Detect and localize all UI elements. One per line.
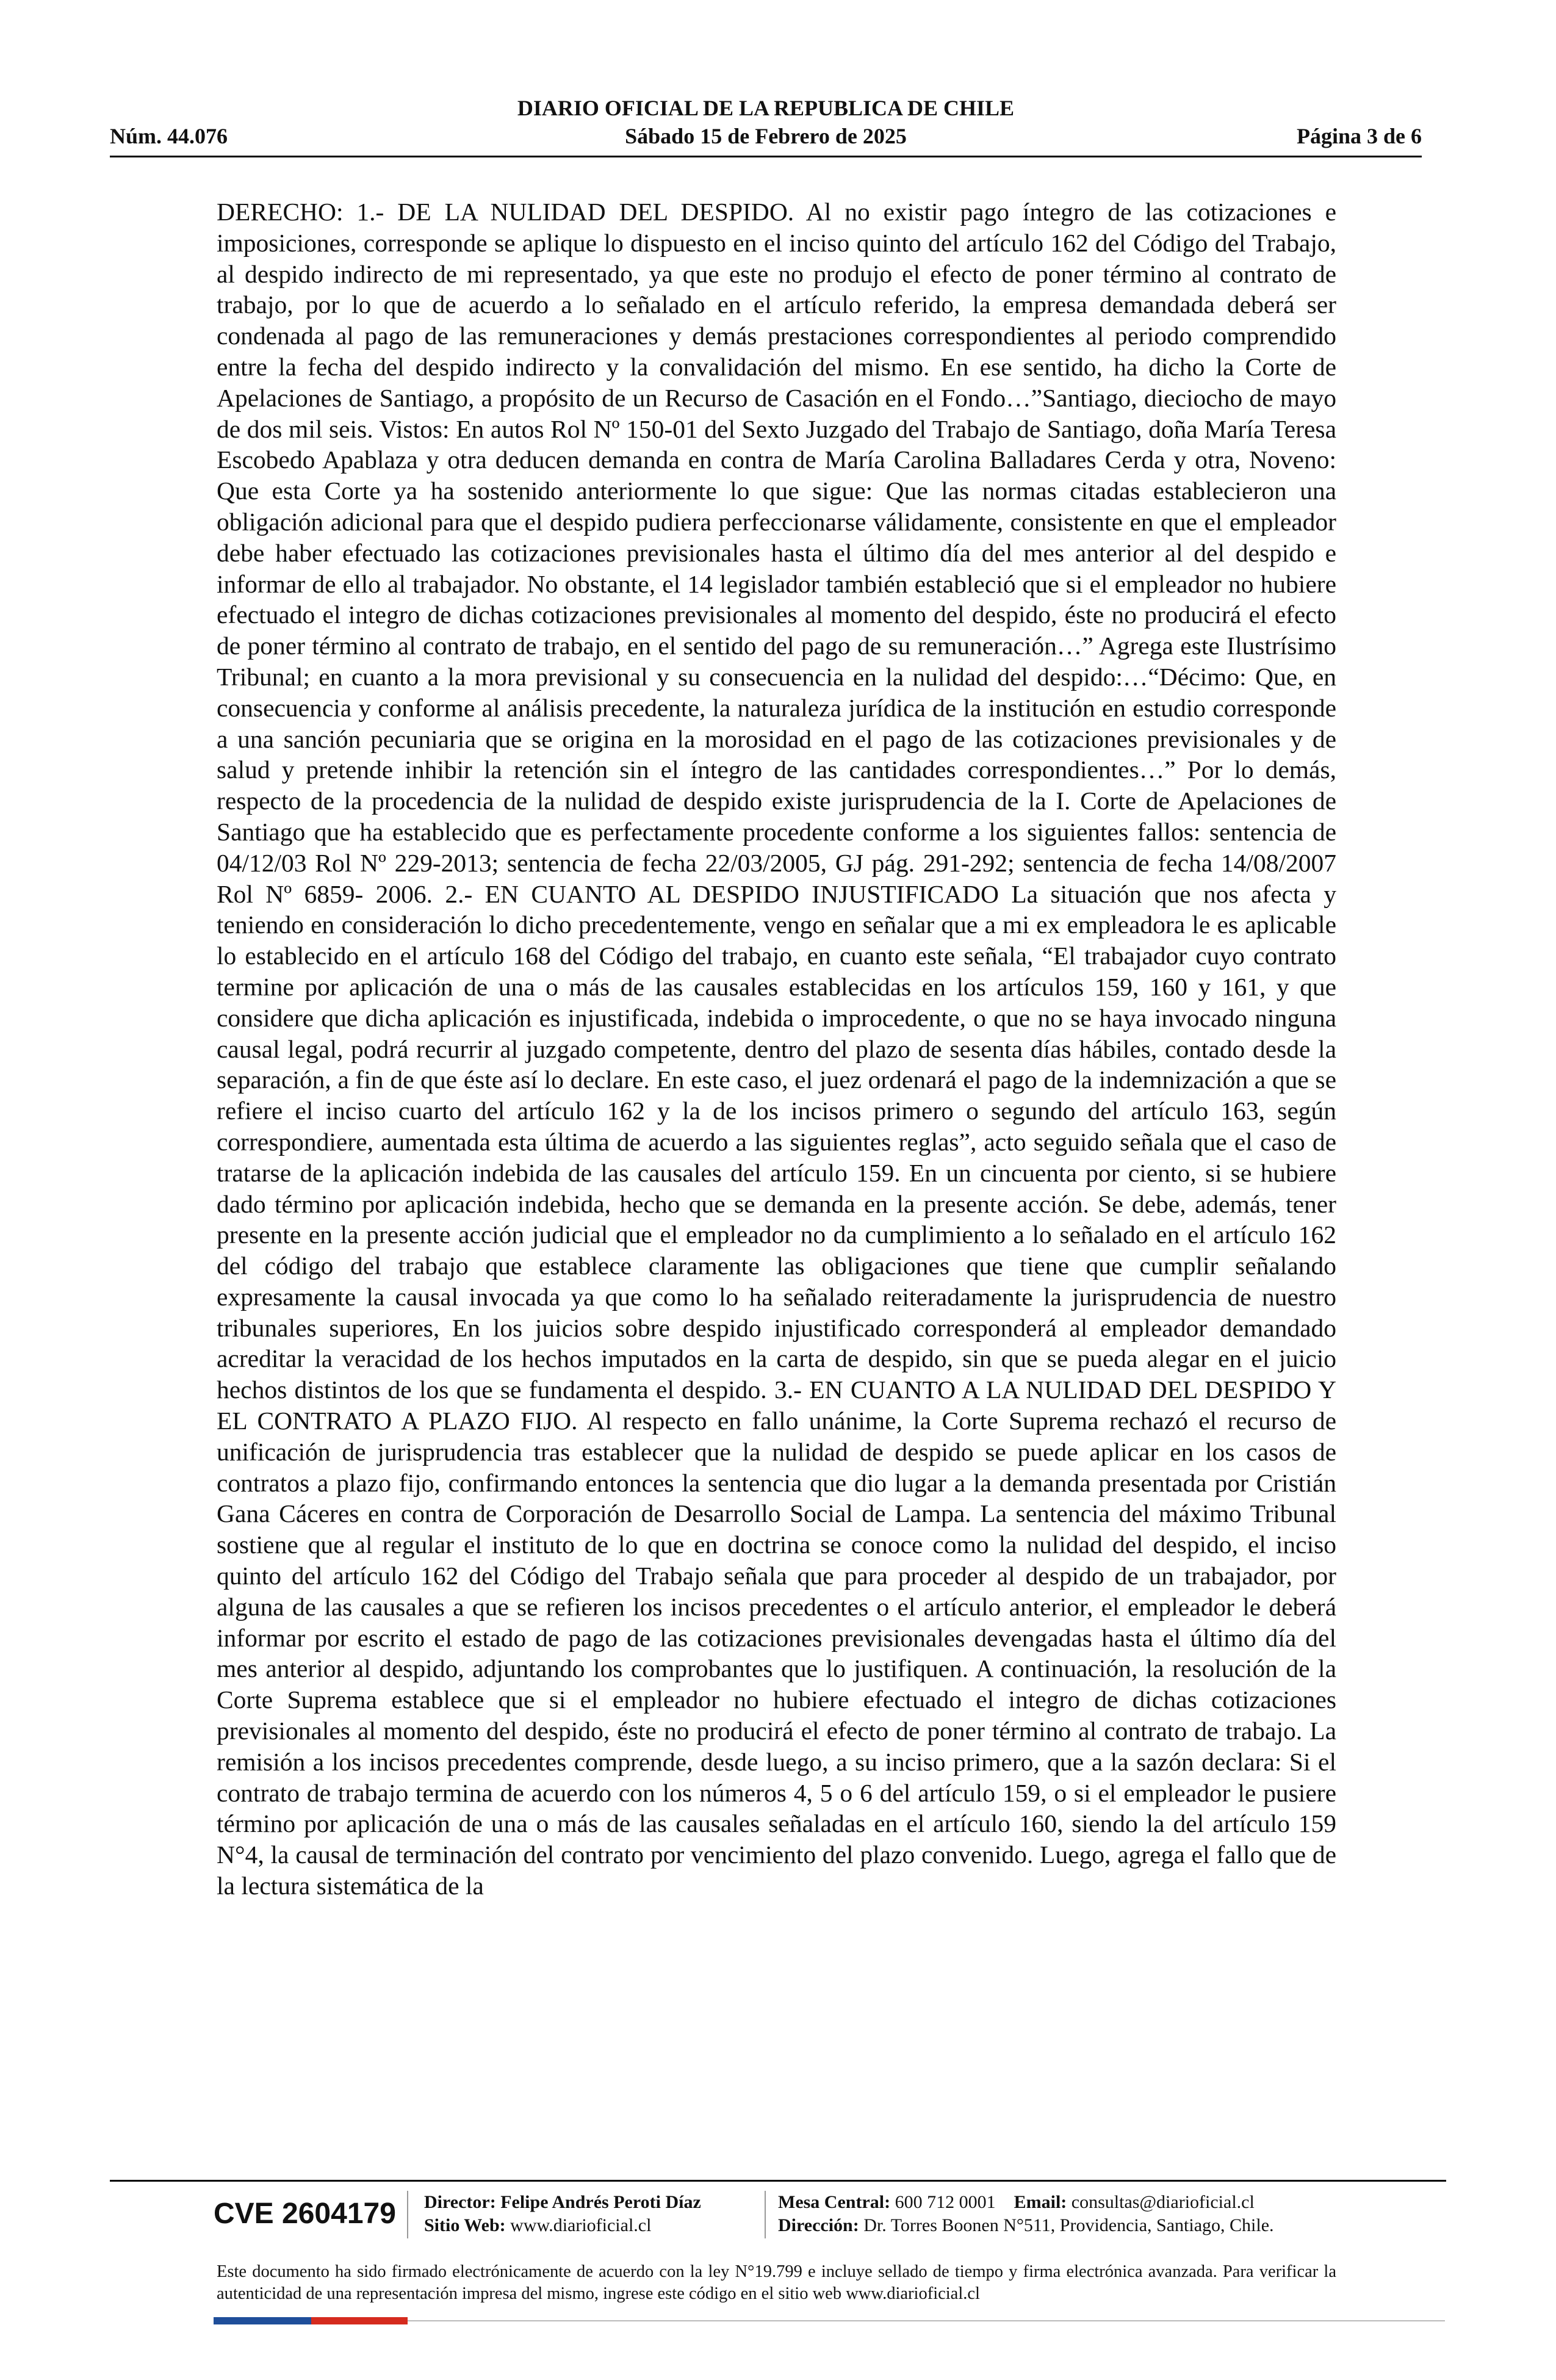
footer-divider — [110, 2180, 1446, 2182]
footer-column-contact — [778, 2191, 1274, 2237]
issue-date: Sábado 15 de Febrero de 2025 — [625, 124, 907, 148]
bottom-divider — [408, 2320, 1445, 2321]
director-line — [424, 2191, 701, 2214]
footer-separator — [765, 2191, 766, 2238]
address-label: Dirección: — [778, 2215, 859, 2235]
header-row — [110, 123, 1422, 150]
address-line — [778, 2214, 1274, 2237]
address-value: Dr. Torres Boonen N°511, Providencia, Santiago, Chile. — [863, 2215, 1274, 2235]
issue-number: Núm. 44.076 — [110, 124, 228, 148]
footer-info — [214, 2191, 1342, 2240]
page-header — [110, 95, 1422, 153]
phone-value: 600 712 0001 — [895, 2192, 996, 2212]
signature-notice: Este documento ha sido firmado electrónicamente de acuerdo con la ley N°19.799 e incluye sellado de tiempo y firma electrónica avanzada. Para verificar la autenticidad de una representación impresa del mismo, ingrese este código en el sitio web www.diarioficial.cl — [217, 2262, 1336, 2303]
body-paragraph: DERECHO: 1.- DE LA NULIDAD DEL DESPIDO. Al no existir pago íntegro de las cotizaciones e imposiciones, corresponde se aplique lo dispuesto en el inciso quinto del artículo 162 del Código del Trabajo, al despido indirecto de mi representado, ya que este no produjo el efecto de poner término al contrato de trabajo, por lo que de acuerdo a lo señalado en el artículo referido, la empresa demandada deberá ser condenada al pago de las remuneraciones y demás prestaciones correspondientes al periodo comprendido entre la fecha del despido indirecto y la convalidación del mismo. En ese sentido, ha dicho la Corte de Apelaciones de Santiago, a propósito de un Recurso de Casación en el Fondo…”Santiago, dieciocho de mayo de dos mil seis. Vistos: En autos Rol Nº 150-01 del Sexto Juzgado del Trabajo de Santiago, doña María Teresa Escobedo Apablaza y otra deducen demanda en contra de María Carolina Balladares Cerda y otra, Noveno: Que esta Corte ya ha sostenido anteriormente lo que sigue: Que las normas citadas establecieron una obligación adicional para que el despido pudiera perfeccionarse válidamente, consistente en que el empleador debe haber efectuado las cotizaciones previsionales hasta el último día del mes anterior al del despido e informar de ello al trabajador. No obstante, el 14 legislador también estableció que si el empleador no hubiere efectuado el integro de dichas cotizaciones previsionales al momento del despido, éste no producirá el efecto de poner término al contrato de trabajo, en el sentido del pago de su remuneración…” Agrega este Ilustrísimo Tribunal; en cuanto a la mora previsional y su consecuencia en la nulidad del despido:…“Décimo: Que, en consecuencia y conforme al análisis precedente, la naturaleza jurídica de la institución en estudio corresponde a una sanción pecuniaria que se origina en la morosidad en el pago de las cotizaciones previsionales y de salud y pretende inhibir la retención sin el íntegro de las cantidades correspondientes…” Por lo demás, respecto de la procedencia de la nulidad de despido existe jurisprudencia de la I. Corte de Apelaciones de Santiago que ha establecido que es perfectamente procedente conforme a los siguientes fallos: sentencia de 04/12/03 Rol Nº 229-2013; sentencia de fecha 22/03/2005, GJ pág. 291-292; sentencia de fecha 14/08/2007 Rol Nº 6859- 2006. 2.- EN CUANTO AL DESPIDO INJUSTIFICADO La situación que nos afecta y teniendo en consideración lo dicho precedentemente, vengo en señalar que a mi ex empleadora le es aplicable lo establecido en el artículo 168 del Código del trabajo, en cuanto este señala, “El trabajador cuyo contrato termine por aplicación de una o más de las causales establecidas en los artículos 159, 160 y 161, y que considere que dicha aplicación es injustificada, indebida o improcedente, o que no se haya invocado ninguna causal legal, podrá recurrir al juzgado competente, dentro del plazo de sesenta días hábiles, contado desde la separación, a fin de que éste así lo declare. En este caso, el juez ordenará el pago de la indemnización a que se refiere el inciso cuarto del artículo 162 y la de los incisos primero o segundo del artículo 163, según correspondiere, aumentada esta última de acuerdo a las siguientes reglas”, acto seguido señala que el caso de tratarse de la aplicación indebida de las causales del artículo 159. En un cincuenta por ciento, si se hubiere dado término por aplicación indebida, hecho que se demanda en la presente acción. Se debe, además, tener presente en la presente acción judicial que el empleador no da cumplimiento a lo señalado en el artículo 162 del código del trabajo que establece claramente las obligaciones que tiene que cumplir señalando expresamente la causal invocada ya que como lo ha señalado reiteradamente la jurisprudencia de nuestro tribunales superiores, En los juicios sobre despido injustificado corresponderá al empleador demandado acreditar la veracidad de los hechos imputados en la carta de despido, sin que se pueda alegar en el juicio hechos distintos de los que se fundamenta el despido. 3.- EN CUANTO A LA NULIDAD DEL DESPIDO Y EL CONTRATO A PLAZO FIJO. Al respecto en fallo unánime, la Corte Suprema rechazó el recurso de unificación de jurisprudencia tras establecer que la nulidad de despido se puede aplicar en los casos de contratos a plazo fijo, confirmando entonces la sentencia que dio lugar a la demanda presentada por Cristián Gana Cáceres en contra de Corporación de Desarrollo Social de Lampa. La sentencia del máximo Tribunal sostiene que al regular el instituto de lo que en doctrina se conoce como la nulidad del despido, el inciso quinto del artículo 162 del Código del Trabajo señala que para proceder al despido de un trabajador, por alguna de las causales a que se refieren los incisos precedentes o el artículo anterior, el empleador le deberá informar por escrito el estado de pago de las cotizaciones previsionales devengadas hasta el último día del mes anterior al despido, adjuntando los comprobantes que lo justifiquen. A continuación, la resolución de la Corte Suprema establece que si el empleador no hubiere efectuado el integro de dichas cotizaciones previsionales al momento del despido, éste no producirá el efecto de poner término al contrato de trabajo. La remisión a los incisos precedentes comprende, desde luego, a su inciso primero, que a la sazón declara: Si el contrato de trabajo termina de acuerdo con los números 4, 5 o 6 del artículo 159, o si el empleador le pusiere término por aplicación de una o más de las causales señaladas en el artículo 160, siendo la del artículo 159 N°4, la causal de terminación del contrato por vencimiento del plazo convenido. Luego, agrega el fallo que de la lectura sistemática de la — [217, 198, 1336, 1900]
page-number: Página 3 de 6 — [1296, 124, 1422, 148]
footer-separator — [407, 2191, 408, 2238]
cve-code: CVE 2604179 — [214, 2198, 396, 2230]
website-line — [424, 2214, 701, 2237]
flag-blue-segment — [214, 2317, 311, 2324]
header-divider — [110, 156, 1422, 157]
flag-stripe — [214, 2317, 408, 2324]
website-link[interactable]: www.diarioficial.cl — [510, 2215, 652, 2235]
footer-column-director — [424, 2191, 701, 2237]
publication-title: DIARIO OFICIAL DE LA REPUBLICA DE CHILE — [517, 96, 1015, 120]
website-label: Sitio Web: — [424, 2215, 506, 2235]
email-label: Email: — [1014, 2192, 1067, 2212]
email-link[interactable]: consultas@diarioficial.cl — [1071, 2192, 1255, 2212]
director-name: Felipe Andrés Peroti Díaz — [500, 2192, 701, 2212]
flag-red-segment — [311, 2317, 408, 2324]
director-label: Director: — [424, 2192, 496, 2212]
phone-label: Mesa Central: — [778, 2192, 891, 2212]
contact-line — [778, 2191, 1274, 2214]
